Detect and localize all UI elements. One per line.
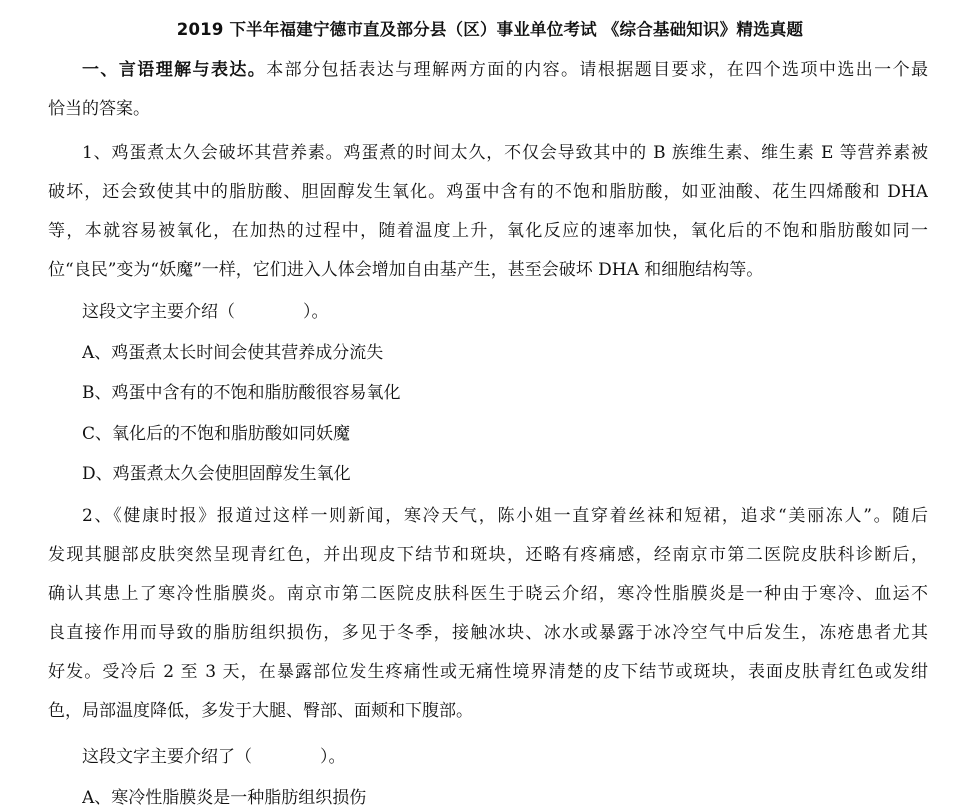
section-heading: 一、言语理解与表达。 — [82, 60, 267, 80]
q1-option-b: B、鸡蛋中含有的不饱和脂肪酸很容易氧化 — [82, 383, 401, 403]
q2-paragraph-line: 良直接作用而导致的脂肪组织损伤，多见于冬季，接触冰块、冰水或暴露于冰冷空气中后发生，冻疮患者尤其 — [48, 623, 928, 643]
q1-prompt: 这段文字主要介绍（ ）。 — [82, 302, 329, 322]
q1-paragraph-line: 破坏，还会致使其中的脂肪酸、胆固醇发生氧化。鸡蛋中含有的不饱和脂肪酸，如亚油酸、花生四烯酸和 DHA — [48, 182, 928, 202]
q1-option-c: C、氧化后的不饱和脂肪酸如同妖魔 — [82, 424, 351, 444]
q1-option-a: A、鸡蛋煮太长时间会使其营养成分流失 — [82, 343, 384, 363]
q2-paragraph-line: 色，局部温度降低，多发于大腿、臀部、面颊和下腹部。 — [48, 701, 473, 721]
q1-paragraph-line: 等，本就容易被氧化，在加热的过程中，随着温度上升，氧化反应的速率加快，氧化后的不饱和脂肪酸如同一 — [48, 221, 928, 241]
q1-paragraph-line: 1、鸡蛋煮太久会破坏其营养素。鸡蛋煮的时间太久，不仅会导致其中的 B 族维生素、维生素 E 等营养素被 — [82, 143, 928, 163]
q2-paragraph-line: 发现其腿部皮肤突然呈现青红色，并出现皮下结节和斑块，还略有疼痛感，经南京市第二医院皮肤科诊断后， — [48, 545, 928, 565]
section-heading-line — [82, 58, 928, 82]
q2-paragraph-line: 确认其患上了寒冷性脂膜炎。南京市第二医院皮肤科医生于晓云介绍，寒冷性脂膜炎是一种由于寒冷、血运不 — [48, 584, 928, 604]
q1-option-d: D、鸡蛋煮太久会使胆固醇发生氧化 — [82, 464, 351, 484]
document-title: 2019 下半年福建宁德市直及部分县（区）事业单位考试 《综合基础知识》精选真题 — [176, 20, 804, 39]
section-intro: 本部分包括表达与理解两方面的内容。请根据题目要求，在四个选项中选出一个最 — [266, 60, 928, 80]
q1-paragraph-line: 位“良民”变为“妖魔”一样，它们进入人体会增加自由基产生，甚至会破坏 DHA 和细胞结构等。 — [48, 260, 764, 280]
section-intro-cont: 恰当的答案。 — [48, 99, 150, 119]
q2-option-a: A、寒冷性脂膜炎是一种脂肪组织损伤 — [82, 788, 367, 808]
q2-paragraph-line: 好发。受冷后 2 至 3 天，在暴露部位发生疼痛性或无痛性境界清楚的皮下结节或斑块，表面皮肤青红色或发绀 — [48, 662, 928, 682]
q2-prompt: 这段文字主要介绍了（ ）。 — [82, 747, 346, 767]
q2-paragraph-line: 2、《健康时报》报道过这样一则新闻，寒冷天气，陈小姐一直穿着丝袜和短裙，追求“美丽冻人”。随后 — [82, 506, 928, 526]
